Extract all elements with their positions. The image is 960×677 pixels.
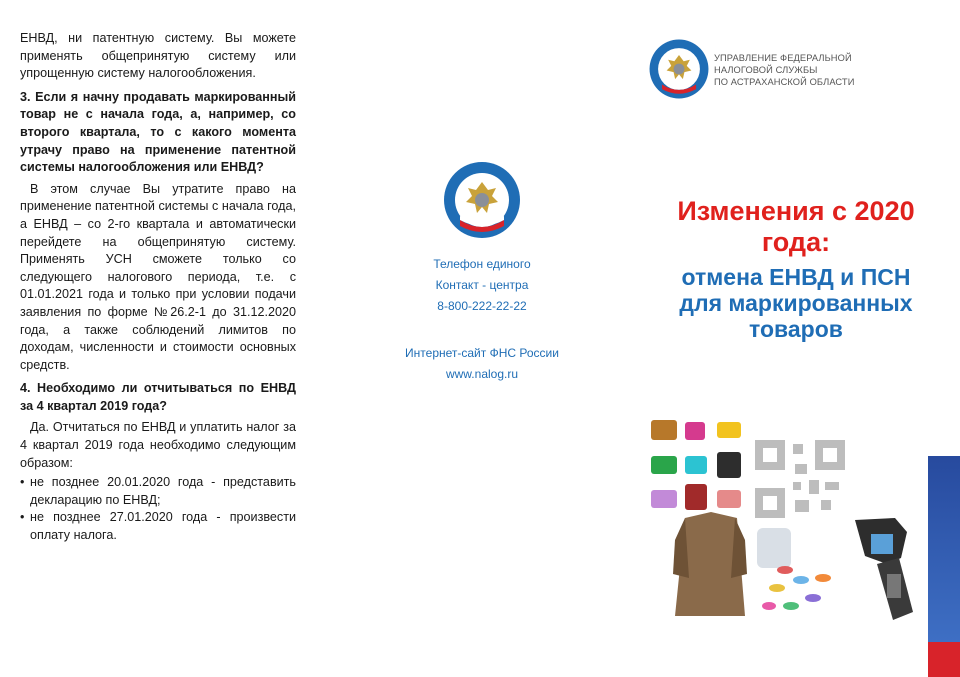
phone-line-2: Контакт - центра — [435, 278, 529, 292]
medicine-icon — [757, 528, 831, 610]
decor-stripe-red — [928, 642, 960, 677]
org-name-line: НАЛОГОВОЙ СЛУЖБЫ — [714, 65, 818, 75]
title-line-2: года: — [761, 227, 831, 257]
fns-emblem-small-icon — [648, 38, 710, 100]
shoes-icon — [651, 420, 741, 510]
fur-coat-icon — [673, 512, 747, 616]
answer-3: В этом случае Вы утратите право на применение патентной системы с начала года, а ЕНВД – со 2-го квартала и автоматически перейдете на общепринятую систему. Применять УСН сможете только со следующего налогового периода, т.е. с 01.01.2021 года и только при условии подачи заявления по форме №26.2-1 до 31.12.2020 года, а также соблюдений лимитов по доходам, численности и стоимости основных средств. — [20, 181, 296, 372]
org-name — [714, 52, 855, 88]
scanner-icon — [855, 518, 913, 620]
subtitle-line-3: товаров — [749, 316, 843, 342]
subtitle-line-1: отмена ЕНВД и ПСН — [681, 264, 911, 290]
website-info — [392, 343, 572, 385]
question-3: 3. Если я начну продавать маркированный товар не с начала года, а, например, со второго квартала, то с какого момента утрачу право на применение патентной системы налогообложения или ЕНВД? — [20, 89, 296, 175]
left-column — [20, 30, 296, 545]
deadline-list — [20, 474, 296, 544]
subtitle-line-2: для маркированных — [679, 290, 913, 316]
list-item: • не позднее 27.01.2020 года - произвести оплату налога. — [20, 509, 296, 544]
marked-goods-collage — [645, 410, 930, 635]
org-name-line: ПО АСТРАХАНСКОЙ ОБЛАСТИ — [714, 77, 855, 87]
decor-stripe-blue — [928, 456, 960, 642]
org-name-line: УПРАВЛЕНИЕ ФЕДЕРАЛЬНОЙ — [714, 53, 852, 63]
org-logo — [648, 38, 858, 108]
title-line-1: Изменения с 2020 — [677, 196, 915, 226]
answer-4: Да. Отчитаться по ЕНВД и уплатить налог за 4 квартал 2019 года необходимо следующим образом: — [20, 420, 296, 470]
list-item: • не позднее 20.01.2020 года - представить декларацию по ЕНВД; — [20, 474, 296, 509]
qr-code-icon — [755, 440, 845, 518]
brochure-title — [618, 196, 960, 342]
site-label: Интернет-сайт ФНС России — [405, 346, 559, 360]
question-4: 4. Необходимо ли отчитываться по ЕНВД за 4 квартал 2019 года? — [20, 381, 296, 413]
contact-column — [392, 160, 572, 385]
intro-paragraph: ЕНВД, ни патентную систему. Вы можете применять общепринятую систему или упрощенную систему налогообложения. — [20, 31, 296, 81]
phone-number[interactable]: 8-800-222-22-22 — [437, 299, 527, 313]
hotline-info — [392, 254, 572, 317]
site-link[interactable]: www.nalog.ru — [445, 367, 519, 381]
fns-emblem-icon — [442, 160, 522, 240]
phone-line-1: Телефон единого — [433, 257, 531, 271]
